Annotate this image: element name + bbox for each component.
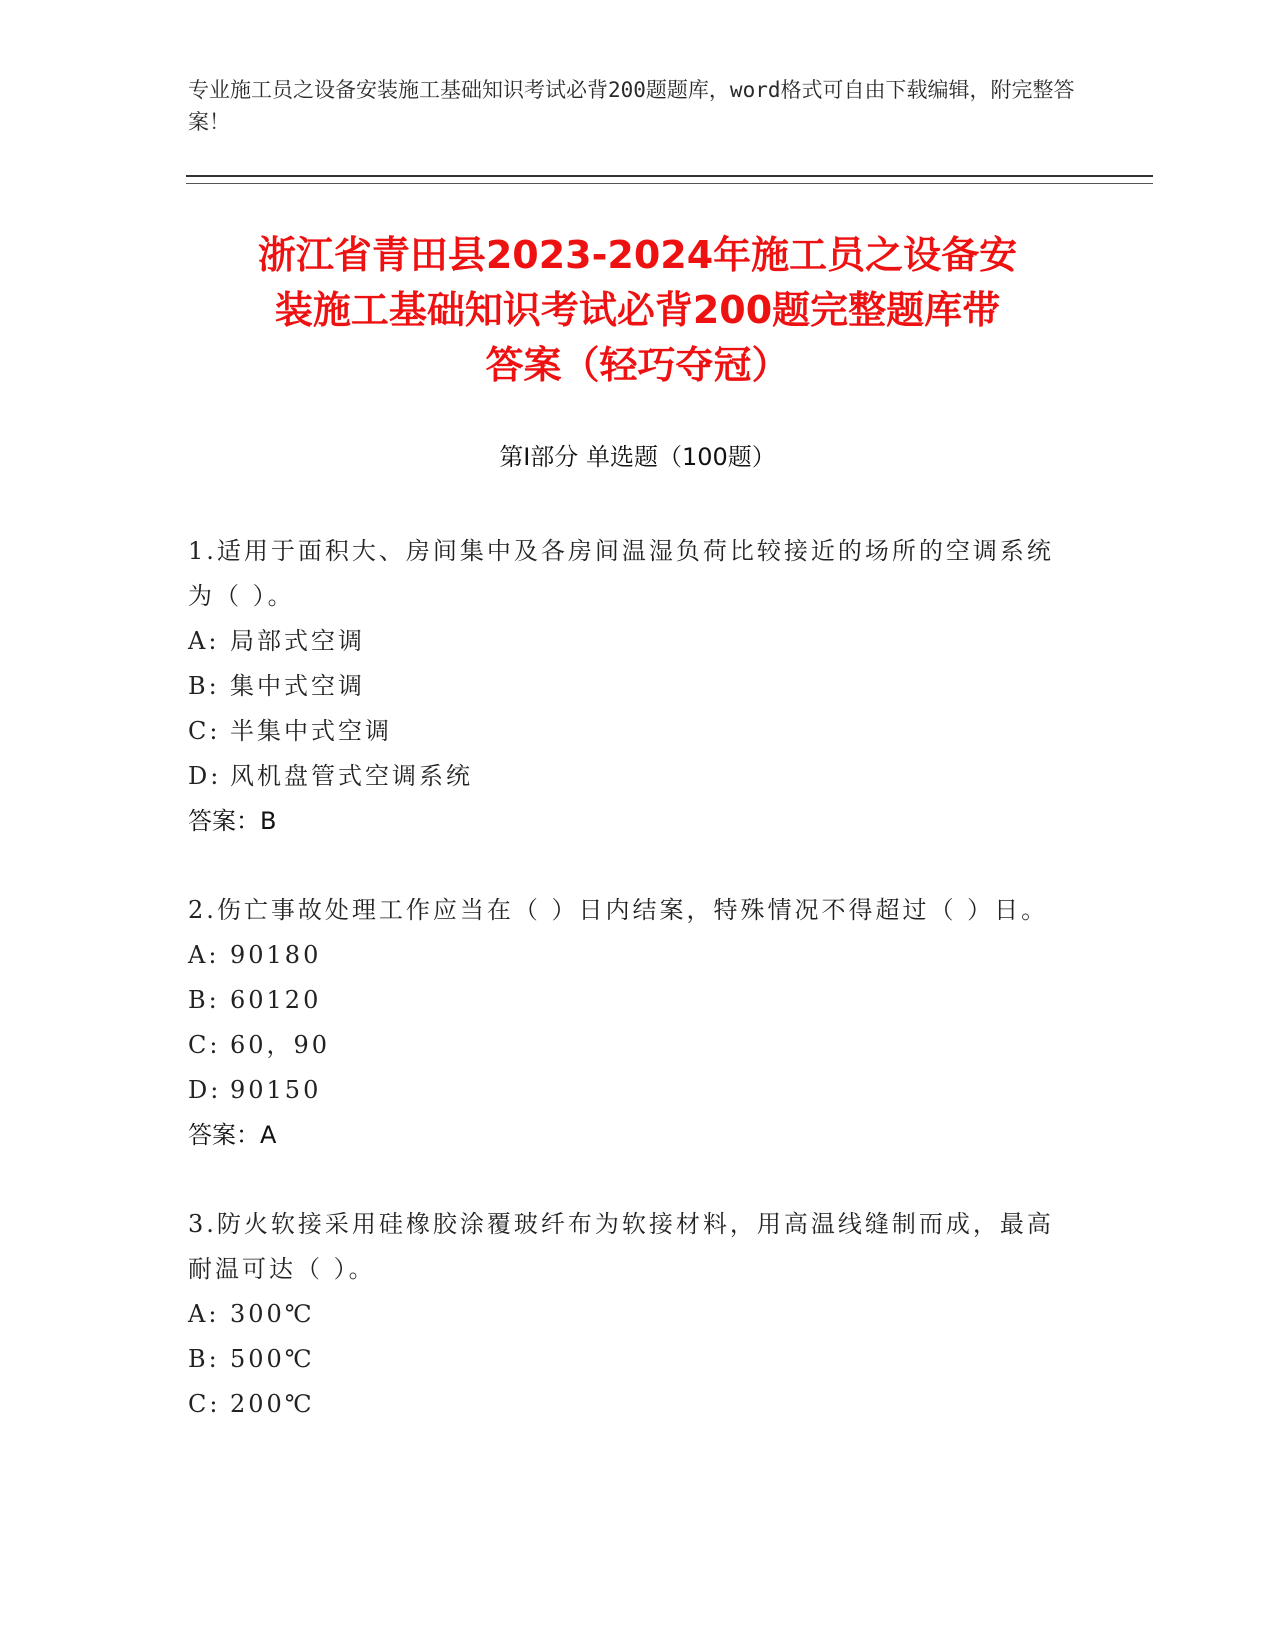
option-label: C:	[188, 1390, 221, 1418]
option-d	[188, 754, 1068, 799]
question-2	[188, 888, 1068, 1158]
option-label: D:	[188, 1076, 222, 1104]
option-text: 90150	[230, 1076, 322, 1104]
option-label: B:	[188, 672, 220, 700]
option-text: 局部式空调	[230, 627, 365, 655]
question-stem: 1.适用于面积大、房间集中及各房间温湿负荷比较接近的场所的空调系统为（ ）。	[188, 537, 1054, 610]
option-c	[188, 709, 1068, 754]
title-line-2: 装施工基础知识考试必背200题完整题库带	[274, 288, 1001, 332]
header-rule-thick	[186, 175, 1153, 177]
document-title	[170, 228, 1105, 393]
option-text: 500℃	[230, 1345, 315, 1373]
option-text: 风机盘管式空调系统	[230, 762, 473, 790]
option-text: 300℃	[230, 1300, 315, 1328]
option-d	[188, 1068, 1068, 1113]
question-stem: 2.伤亡事故处理工作应当在（ ）日内结案，特殊情况不得超过（ ）日。	[188, 896, 1049, 924]
answer-line: 答案：B	[188, 807, 277, 835]
option-c	[188, 1382, 1068, 1427]
title-line-1: 浙江省青田县2023-2024年施工员之设备安	[257, 233, 1018, 277]
option-text: 半集中式空调	[230, 717, 392, 745]
option-a	[188, 1292, 1068, 1337]
option-label: B:	[188, 1345, 220, 1373]
option-a	[188, 619, 1068, 664]
header-rule-thin	[186, 183, 1153, 184]
title-line-3: 答案（轻巧夺冠）	[485, 343, 790, 387]
option-b	[188, 978, 1068, 1023]
question-stem: 3.防火软接采用硅橡胶涂覆玻纤布为软接材料，用高温线缝制而成，最高耐温可达（ ）。	[188, 1210, 1054, 1283]
option-text: 集中式空调	[230, 672, 365, 700]
option-text: 60，90	[230, 1031, 331, 1059]
option-label: C:	[188, 1031, 221, 1059]
option-b	[188, 664, 1068, 709]
option-label: A:	[188, 941, 220, 969]
question-3	[188, 1202, 1068, 1427]
answer-line: 答案：A	[188, 1121, 277, 1149]
option-label: B:	[188, 986, 220, 1014]
option-label: D:	[188, 762, 222, 790]
option-label: A:	[188, 1300, 220, 1328]
option-text: 200℃	[230, 1390, 315, 1418]
question-1	[188, 529, 1068, 844]
option-a	[188, 933, 1068, 978]
option-c	[188, 1023, 1068, 1068]
option-text: 60120	[230, 986, 322, 1014]
section-heading: 第Ⅰ部分 单选题（100题）	[499, 443, 776, 471]
option-label: C:	[188, 717, 221, 745]
option-text: 90180	[230, 941, 322, 969]
question-list	[188, 529, 1068, 1471]
header-note: 专业施工员之设备安装施工基础知识考试必背200题题库，word格式可自由下载编辑，附完整答案！	[188, 78, 1075, 134]
option-label: A:	[188, 627, 220, 655]
option-b	[188, 1337, 1068, 1382]
